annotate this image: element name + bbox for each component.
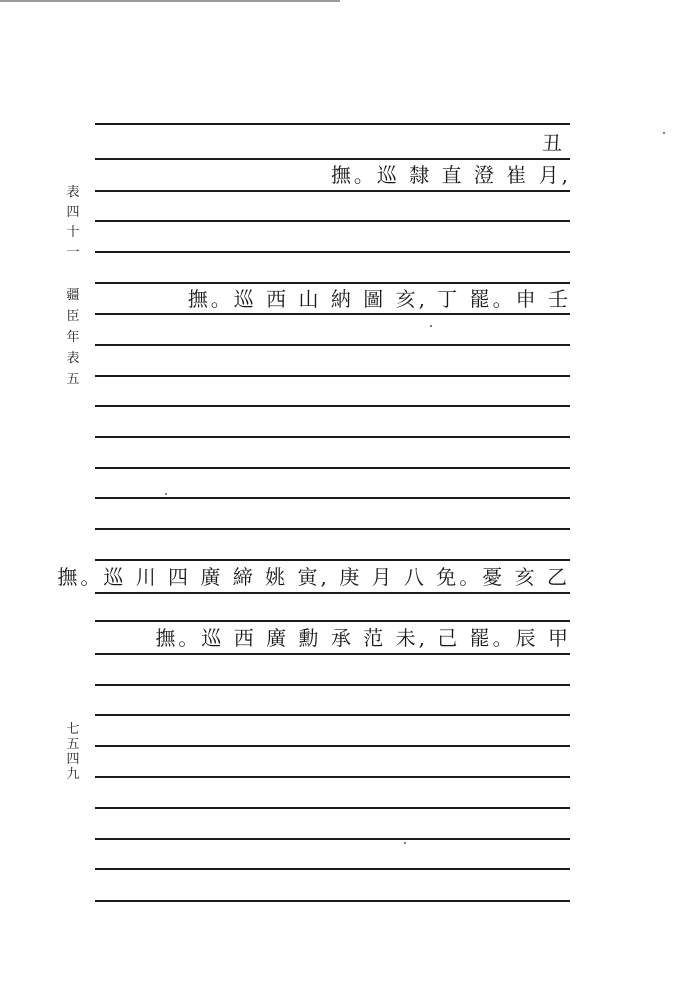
table-rule (95, 807, 570, 809)
table-rule (95, 745, 570, 747)
row-shanxi-governor: 撫。巡 西 山 納 圖 亥, 丁 罷。申 壬 (187, 287, 571, 311)
scan-speck (430, 325, 432, 327)
page-number-char: 七 (66, 722, 80, 737)
page-number-char: 九 (66, 767, 80, 782)
table-rule (95, 313, 570, 315)
scan-speck (404, 842, 406, 844)
table-rule (95, 868, 570, 870)
scan-speck (165, 493, 167, 495)
row-sichuan-governor: 撫。巡 川 四 廣 締 姚 寅, 庚 月 八 免。憂 亥 乙 (57, 565, 570, 589)
table-rule (95, 684, 570, 686)
scan-edge-line (0, 0, 340, 2)
table-rule (95, 776, 570, 778)
table-rule (95, 528, 570, 530)
table-rule (95, 467, 570, 469)
row-guangxi-governor: 撫。巡 西 廣 勳 承 范 未, 己 罷。辰 甲 (155, 626, 571, 650)
table-number-column (64, 183, 82, 263)
margin-char: 表 (66, 351, 80, 366)
table-rule (95, 592, 570, 594)
table-rule (95, 158, 570, 160)
table-rule (95, 838, 570, 840)
table-rule (95, 220, 570, 222)
margin-char: 一 (66, 245, 80, 260)
table-rule (95, 282, 570, 284)
table-rule (95, 344, 570, 346)
table-rule (95, 436, 570, 438)
table-rule (95, 620, 570, 622)
margin-char: 五 (66, 372, 80, 387)
table-rule (95, 653, 570, 655)
table-rule (95, 497, 570, 499)
margin-char: 臣 (66, 309, 80, 324)
page-number-char: 四 (66, 752, 80, 767)
table-rule (95, 714, 570, 716)
page-number-char: 五 (66, 737, 80, 752)
table-rule (95, 900, 570, 902)
margin-char: 表 (66, 185, 80, 200)
table-rule (95, 375, 570, 377)
margin-char: 年 (66, 330, 80, 345)
row-zhili-governor: 撫。巡 隸 直 澄 崔 月, (330, 163, 571, 187)
margin-char: 疆 (66, 288, 80, 303)
table-rule (95, 251, 570, 253)
table-rule (95, 559, 570, 561)
scan-speck (663, 132, 665, 134)
table-rule (95, 405, 570, 407)
page-number (64, 722, 82, 782)
margin-char: 四 (66, 205, 80, 220)
table-title-column (64, 285, 82, 390)
row-chou: 丑 (542, 131, 565, 155)
table-rule (95, 123, 570, 125)
margin-char: 十 (66, 225, 80, 240)
table-rule (95, 190, 570, 192)
